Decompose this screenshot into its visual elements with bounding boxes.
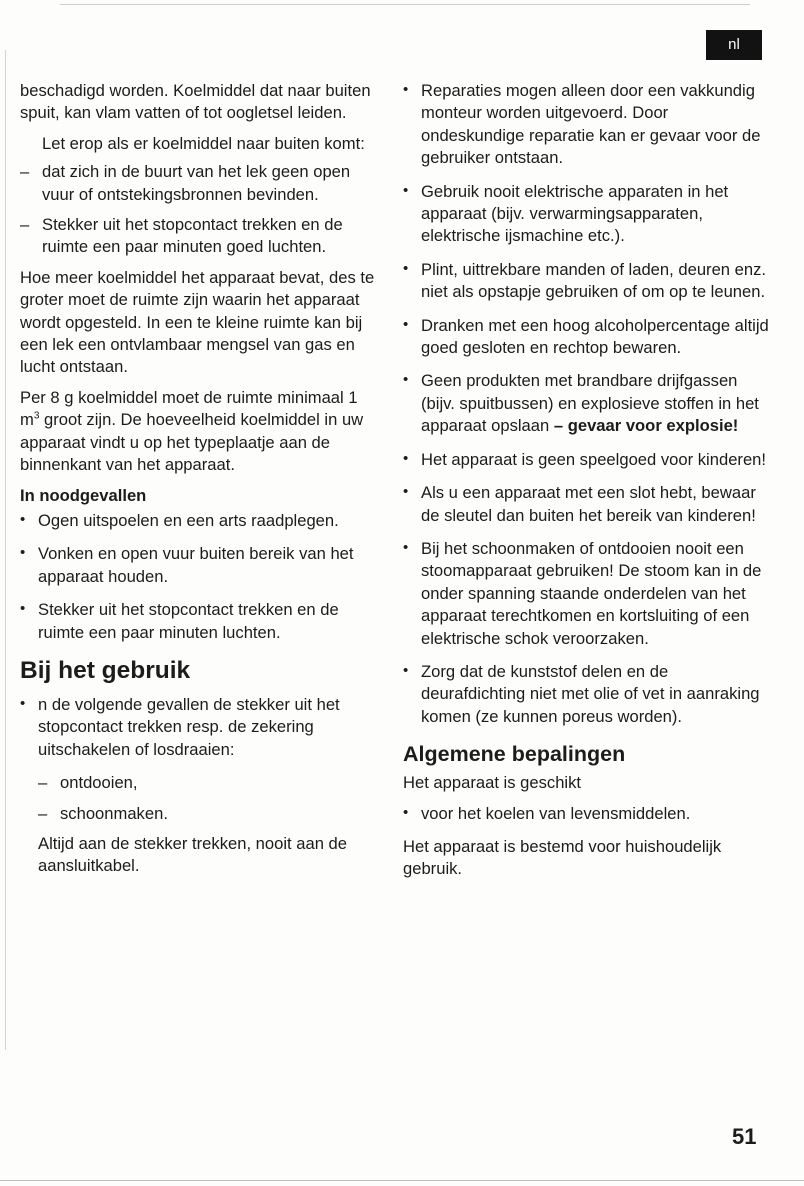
bullet-item [403,181,775,248]
dash-glyph: – [38,773,48,793]
bullet-item [403,370,775,437]
bullet-glyph: • [403,315,409,333]
bullet-item-text: Reparaties mogen alleen door een vakkundig monteur worden uitgevoerd. Door ondeskundige reparatie kan er gevaar voor de gebruiker ontstaan. [421,81,761,168]
language-tab: nl [706,30,762,60]
paragraph [20,387,380,477]
bottom-rule [0,1180,804,1181]
subheading: In noodgevallen [20,485,147,505]
warning-text: – gevaar voor explosie! [549,416,739,436]
dash-glyph: – [20,162,30,182]
dash-item-text: ontdooien, [60,773,138,793]
dash-item [38,803,380,825]
bullet-glyph: • [20,510,26,528]
bullet-item-text: Zorg dat de kunststof delen en de deurafdichting niet met olie of vet in aanraking komen (ze kunnen poreus worden). [421,661,760,726]
section-title: Bij het gebruik [20,656,191,684]
paragraph: Altijd aan de stekker trekken, nooit aan de aansluitkabel. [38,833,348,876]
dash-item [38,772,380,794]
bullet-glyph: • [403,371,409,389]
paragraph: Het apparaat is geschikt [403,773,582,793]
bullet-item-text: Als u een apparaat met een slot hebt, bewaar de sleutel dan buiten het bereik van kinderen! [421,483,756,525]
section-title: Algemene bepalingen [403,742,626,767]
bullet-item [403,80,775,170]
bullet-glyph: • [403,181,409,199]
bullet-item-text: Stekker uit het stopcontact trekken en de ruimte een paar minuten luchten. [38,600,339,642]
bullet-glyph: • [403,483,409,501]
bullet-item-text: Plint, uittrekbare manden of laden, deuren enz. niet als opstapje gebruiken of om op te leunen. [421,259,767,302]
bullet-glyph: • [403,259,409,277]
bullet-item-text: Het apparaat is geen speelgoed voor kinderen! [421,449,767,469]
paragraph: Let erop als er koelmiddel naar buiten komt: [42,133,365,153]
bullet-item [403,259,775,304]
bullet-item [20,694,380,761]
bullet-item-text: Vonken en open vuur buiten bereik van het apparaat houden. [38,544,354,586]
left-column [20,80,380,878]
bullet-item [403,315,775,360]
dash-item-text: dat zich in de buurt van het lek geen open vuur of ontstekingsbronnen bevinden. [42,162,351,204]
bullet-item-text: Bij het schoonmaken of ontdooien nooit een stoomapparaat gebruiken! De stoom kan in de onder spanning staande onderdelen van het apparaat terechtkomen en kortsluiting of een elektrische schok veroorzaken. [421,538,762,648]
dash-glyph: – [38,803,48,823]
bullet-glyph: • [20,600,26,618]
bullet-glyph: • [403,661,409,679]
bullet-glyph: • [403,81,409,98]
bullet-item-text: n de volgende gevallen de stekker uit het stopcontact trekken resp. de zekering uitschakelen of losdraaien: [38,694,340,759]
bullet-item-text: Gebruik nooit elektrische apparaten in het apparaat (bijv. verwarmingsapparaten, elektrische ijsmachine etc.). [421,181,729,246]
bullet-glyph: • [403,538,409,556]
paragraph: beschadigd worden. Koelmiddel dat naar buiten spuit, kan vlam vatten of tot oogletsel leiden. [20,81,371,123]
bullet-text: Geen produkten met brandbare drijfgassen (bijv. spuitbussen) en explosieve stoffen in het apparaat opslaan [421,371,759,436]
top-rule [60,4,750,5]
page-number: 51 [732,1124,757,1149]
bullet-glyph: • [403,803,409,821]
bullet-item-text: Ogen uitspoelen en een arts raadplegen. [38,510,339,530]
bullet-item-text: voor het koelen van levensmiddelen. [421,803,691,823]
bullet-item [403,661,775,728]
bullet-item [20,543,380,588]
bullet-item [403,449,775,471]
bullet-item-text: Dranken met een hoog alcoholpercentage altijd goed gesloten en rechtop bewaren. [421,315,769,358]
bullet-glyph: • [403,449,409,467]
bullet-item [403,538,775,650]
bullet-item [20,510,380,532]
paragraph: Het apparaat is bestemd voor huishoudelijk gebruik. [403,836,722,879]
bullet-item [20,599,380,644]
bullet-item [403,803,775,825]
dash-item [20,161,380,206]
left-margin-rule [5,50,6,1050]
bullet-glyph: • [20,544,26,562]
dash-item-text: schoonmaken. [60,803,168,823]
right-column [403,80,775,881]
paragraph: Hoe meer koelmiddel het apparaat bevat, des te groter moet de ruimte zijn waarin het apparaat wordt opgesteld. In een te kleine ruimte kan bij een lek een ontvlambaar mengsel van gas en lucht ontstaan. [20,267,375,377]
bullet-item-text [421,371,759,435]
paragraph-text: groot zijn. De hoeveelheid koelmiddel in uw apparaat vindt u op het typeplaatje aan de binnenkant van het apparaat. [20,410,364,475]
bullet-glyph: • [20,694,26,712]
bullet-item [403,482,775,527]
dash-glyph: – [20,215,30,235]
dash-item [20,214,380,259]
dash-item-text: Stekker uit het stopcontact trekken en de ruimte een paar minuten goed luchten. [42,215,343,257]
paragraph-text: Per 8 g koelmiddel moet de ruimte minimaal 1 m [20,387,358,430]
superscript: 3 [33,410,40,422]
